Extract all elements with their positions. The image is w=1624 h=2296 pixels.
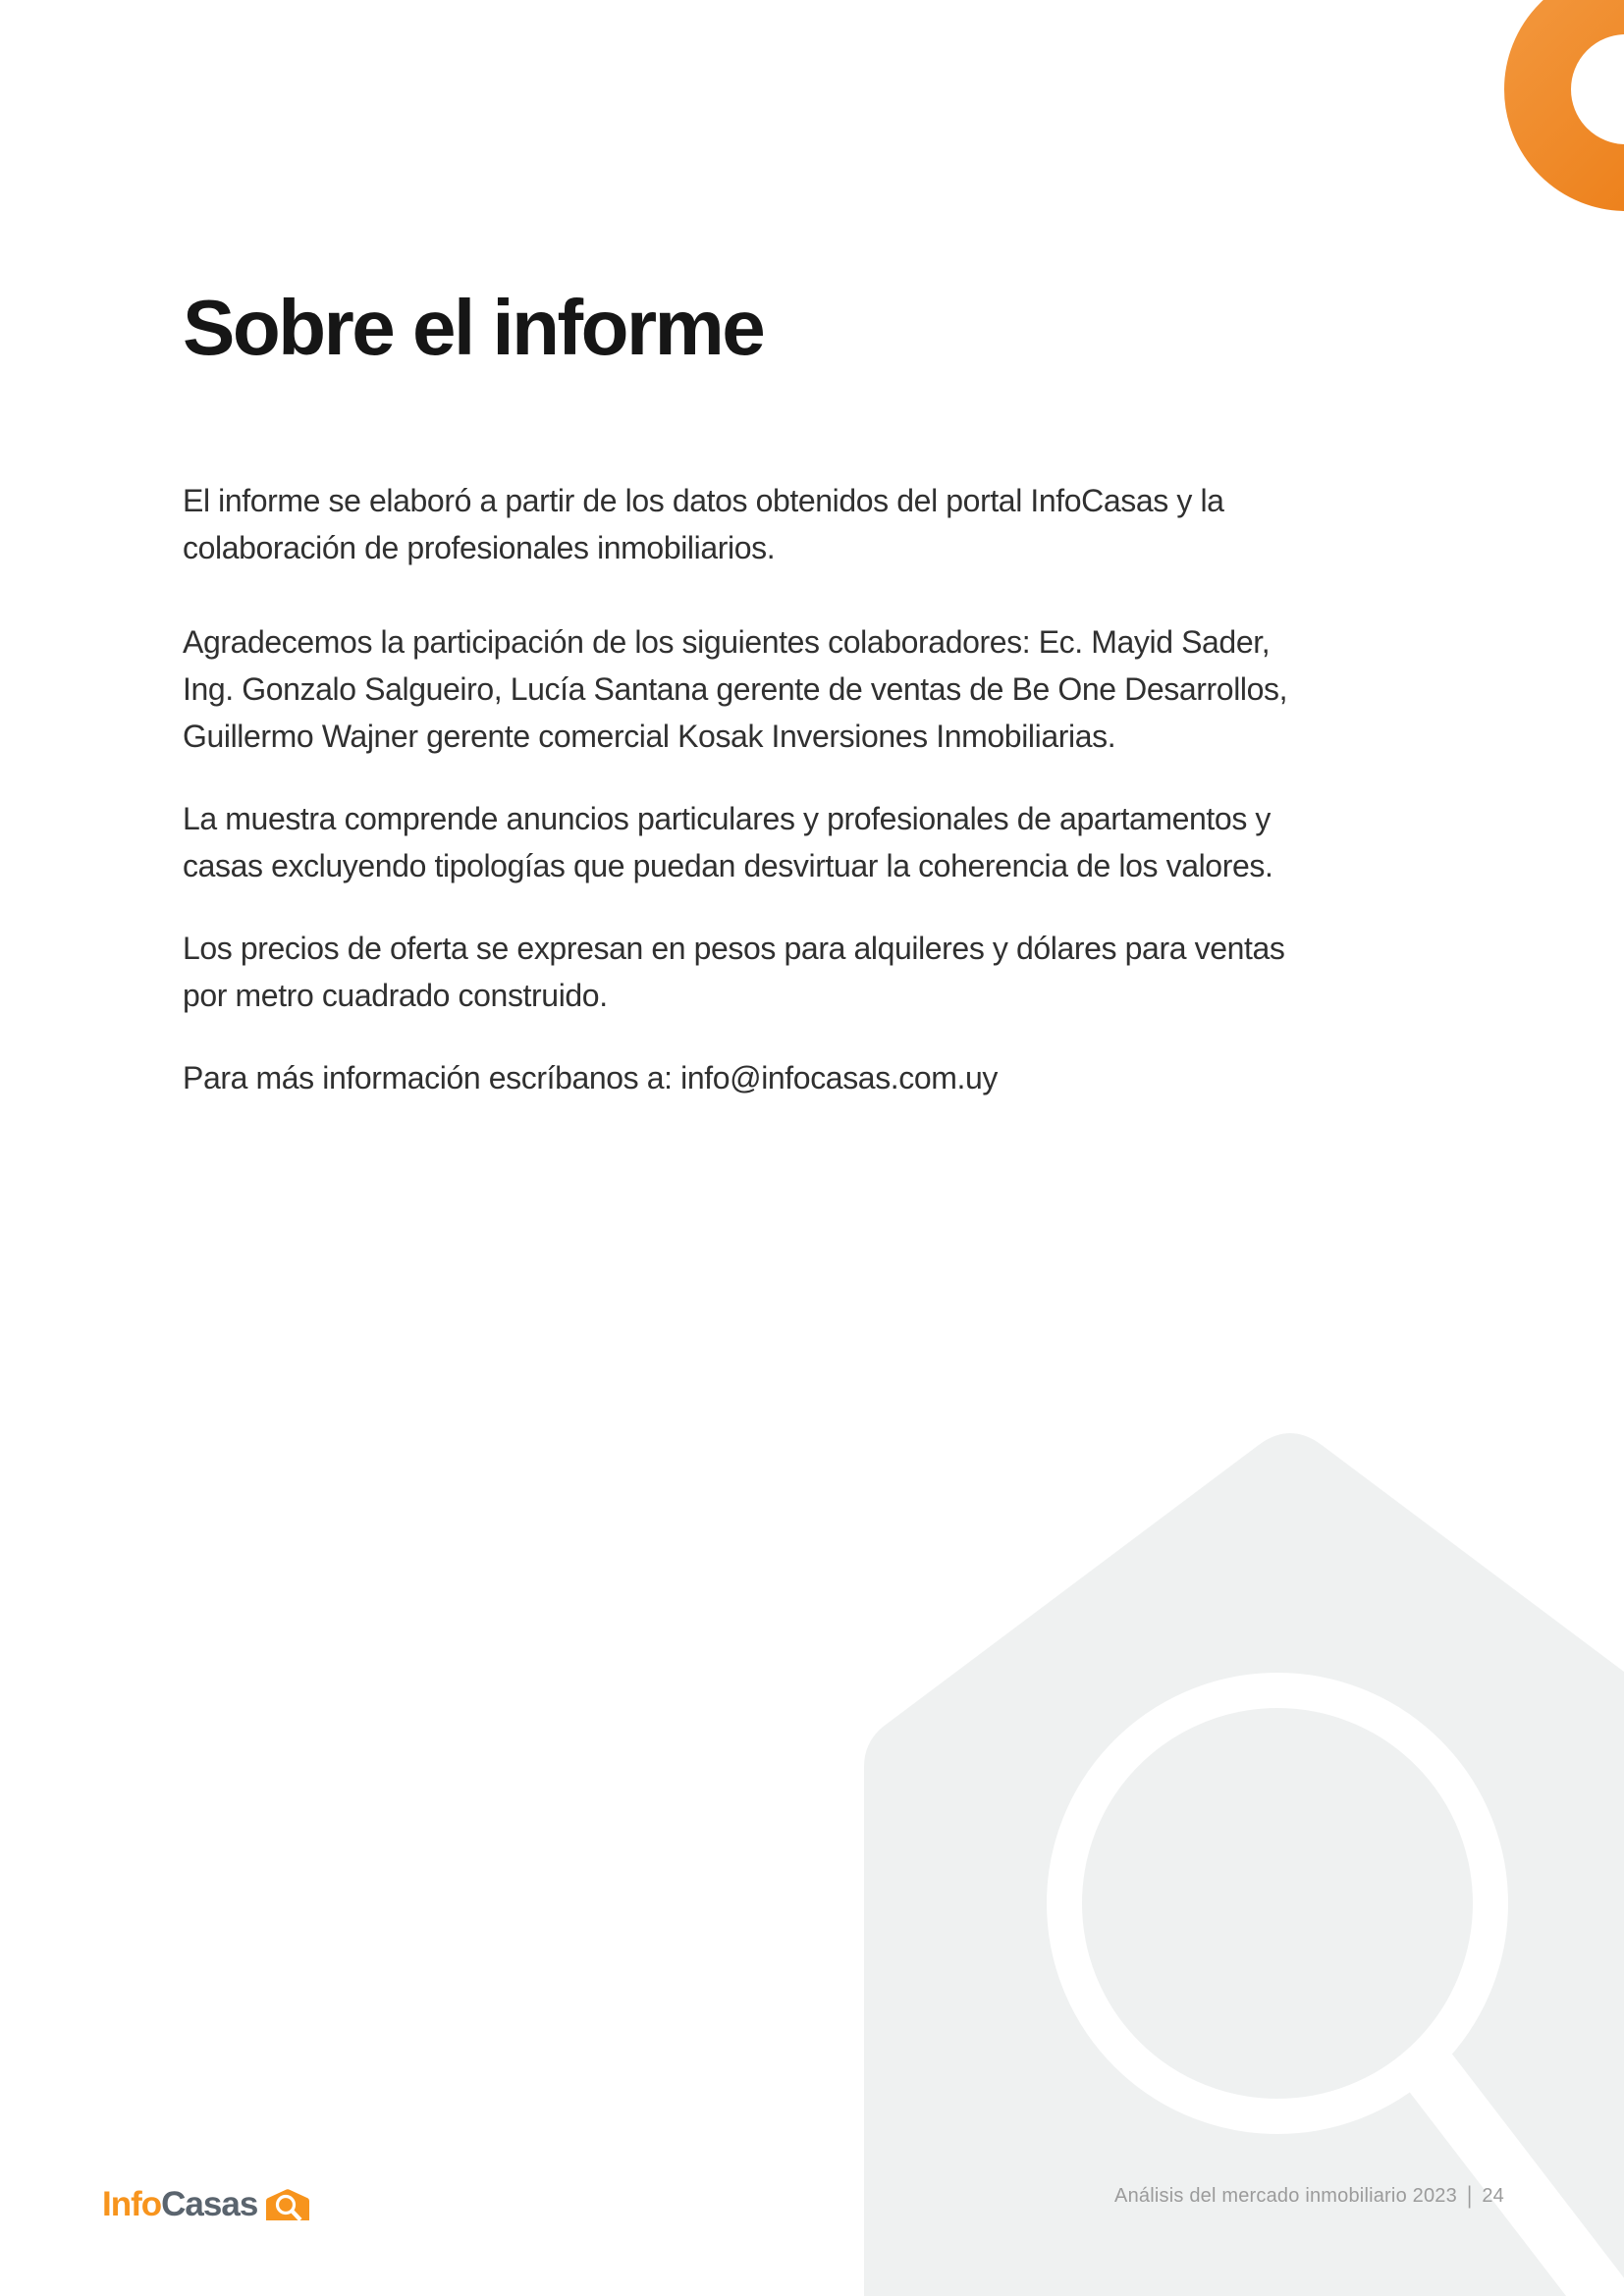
footer-pagination <box>1114 2182 1504 2210</box>
footer-report-title: Análisis del mercado inmobiliario 2023 <box>1114 2185 1457 2207</box>
paragraph-sample <box>183 795 1272 889</box>
logo-text-info: Info <box>102 2185 162 2223</box>
paragraph-line: Los precios de oferta se expresan en pesos para alquileres y dólares para ventas <box>183 931 1285 966</box>
footer-separator: | <box>1466 2182 1473 2210</box>
paragraph-sources <box>183 477 1224 571</box>
paragraph-line: colaboración de profesionales inmobiliarios. <box>183 530 776 565</box>
paragraph-line: por metro cuadrado construido. <box>183 978 608 1013</box>
paragraph-prices <box>183 925 1284 1019</box>
infocasas-house-icon <box>262 2187 313 2222</box>
corner-ring-decoration <box>1502 0 1624 216</box>
infocasas-logo-text <box>102 2187 257 2222</box>
paragraph-line: El informe se elaboró a partir de los datos obtenidos del portal InfoCasas y la <box>183 483 1224 518</box>
paragraph-line: Para más información escríbanos a: info@infocasas.com.uy <box>183 1060 999 1095</box>
paragraph-line: La muestra comprende anuncios particulares y profesionales de apartamentos y <box>183 801 1272 836</box>
paragraph-line: Ing. Gonzalo Salgueiro, Lucía Santana gerente de ventas de Be One Desarrollos, <box>183 671 1288 707</box>
paragraph-line: Guillermo Wajner gerente comercial Kosak Inversiones Inmobiliarias. <box>183 719 1116 754</box>
watermark-house-magnifier-icon <box>842 1402 1624 2296</box>
paragraph-acknowledgements <box>183 618 1287 760</box>
infocasas-logo <box>102 2179 313 2222</box>
paragraph-line: Agradecemos la participación de los siguientes colaboradores: Ec. Mayid Sader, <box>183 624 1271 660</box>
page-title: Sobre el informe <box>183 284 764 371</box>
logo-text-casas: Casas <box>161 2185 258 2223</box>
paragraph-contact <box>183 1054 998 1101</box>
paragraph-line: casas excluyendo tipologías que puedan desvirtuar la coherencia de los valores. <box>183 848 1273 883</box>
footer-page-number: 24 <box>1482 2185 1504 2207</box>
